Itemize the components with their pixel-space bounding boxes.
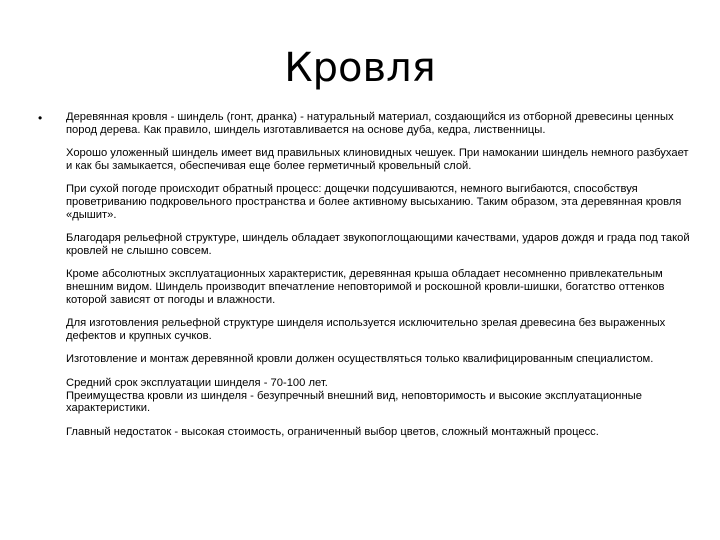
paragraph: Хорошо уложенный шиндель имеет вид правильных клиновидных чешуек. При намокании шиндель немного разбухает и как бы замыкается, обеспечивая еще более герметичный кровельный слой. bbox=[66, 147, 689, 172]
paragraph: Кроме абсолютных эксплуатационных характеристик, деревянная крыша обладает несомненно привлекательным внешним видом. Шиндель производит впечатление неповторимой и роскошной кровли-шишки, богатство оттенков которой зависят от погоды и влажности. bbox=[66, 268, 665, 306]
slide-body bbox=[66, 111, 692, 449]
paragraph: Средний срок эксплуатации шинделя - 70-100 лет. bbox=[66, 376, 328, 389]
slide-title bbox=[0, 42, 720, 94]
paragraph: Изготовление и монтаж деревянной кровли должен осуществляться только квалифицированным специалистом. bbox=[66, 353, 654, 366]
paragraph: Преимущества кровли из шинделя - безупречный внешний вид, неповторимость и высокие эксплуатационные характеристики. bbox=[66, 389, 642, 415]
paragraph: Благодаря рельефной структуре, шиндель обладает звукопоглощающими качествами, ударов дождя и града под такой кровлей не слышно совсем. bbox=[66, 232, 690, 257]
paragraph: Деревянная кровля - шиндель (гонт, дранка) - натуральный материал, создающийся из отборной древесины ценных пород дерева. Как правило, шиндель изготавливается на основе дуба, кедра, лиственницы. bbox=[66, 111, 674, 136]
paragraph: Для изготовления рельефной структуре шинделя используется исключительно зрелая древесина без выраженных дефектов и крупных сучков. bbox=[66, 317, 666, 342]
slide-title-text: Кровля bbox=[284, 45, 436, 91]
bullet-marker: • bbox=[38, 111, 43, 125]
paragraph: При сухой погоде происходит обратный процесс: дощечки подсушиваются, немного выгибаются, способствуя проветриванию подкровельного пространства и более активному высыханию. Таким образом, эта деревянная кровля «дышит». bbox=[66, 183, 682, 221]
paragraph: Главный недостаток - высокая стоимость, ограниченный выбор цветов, сложный монтажный процесс. bbox=[66, 425, 599, 438]
